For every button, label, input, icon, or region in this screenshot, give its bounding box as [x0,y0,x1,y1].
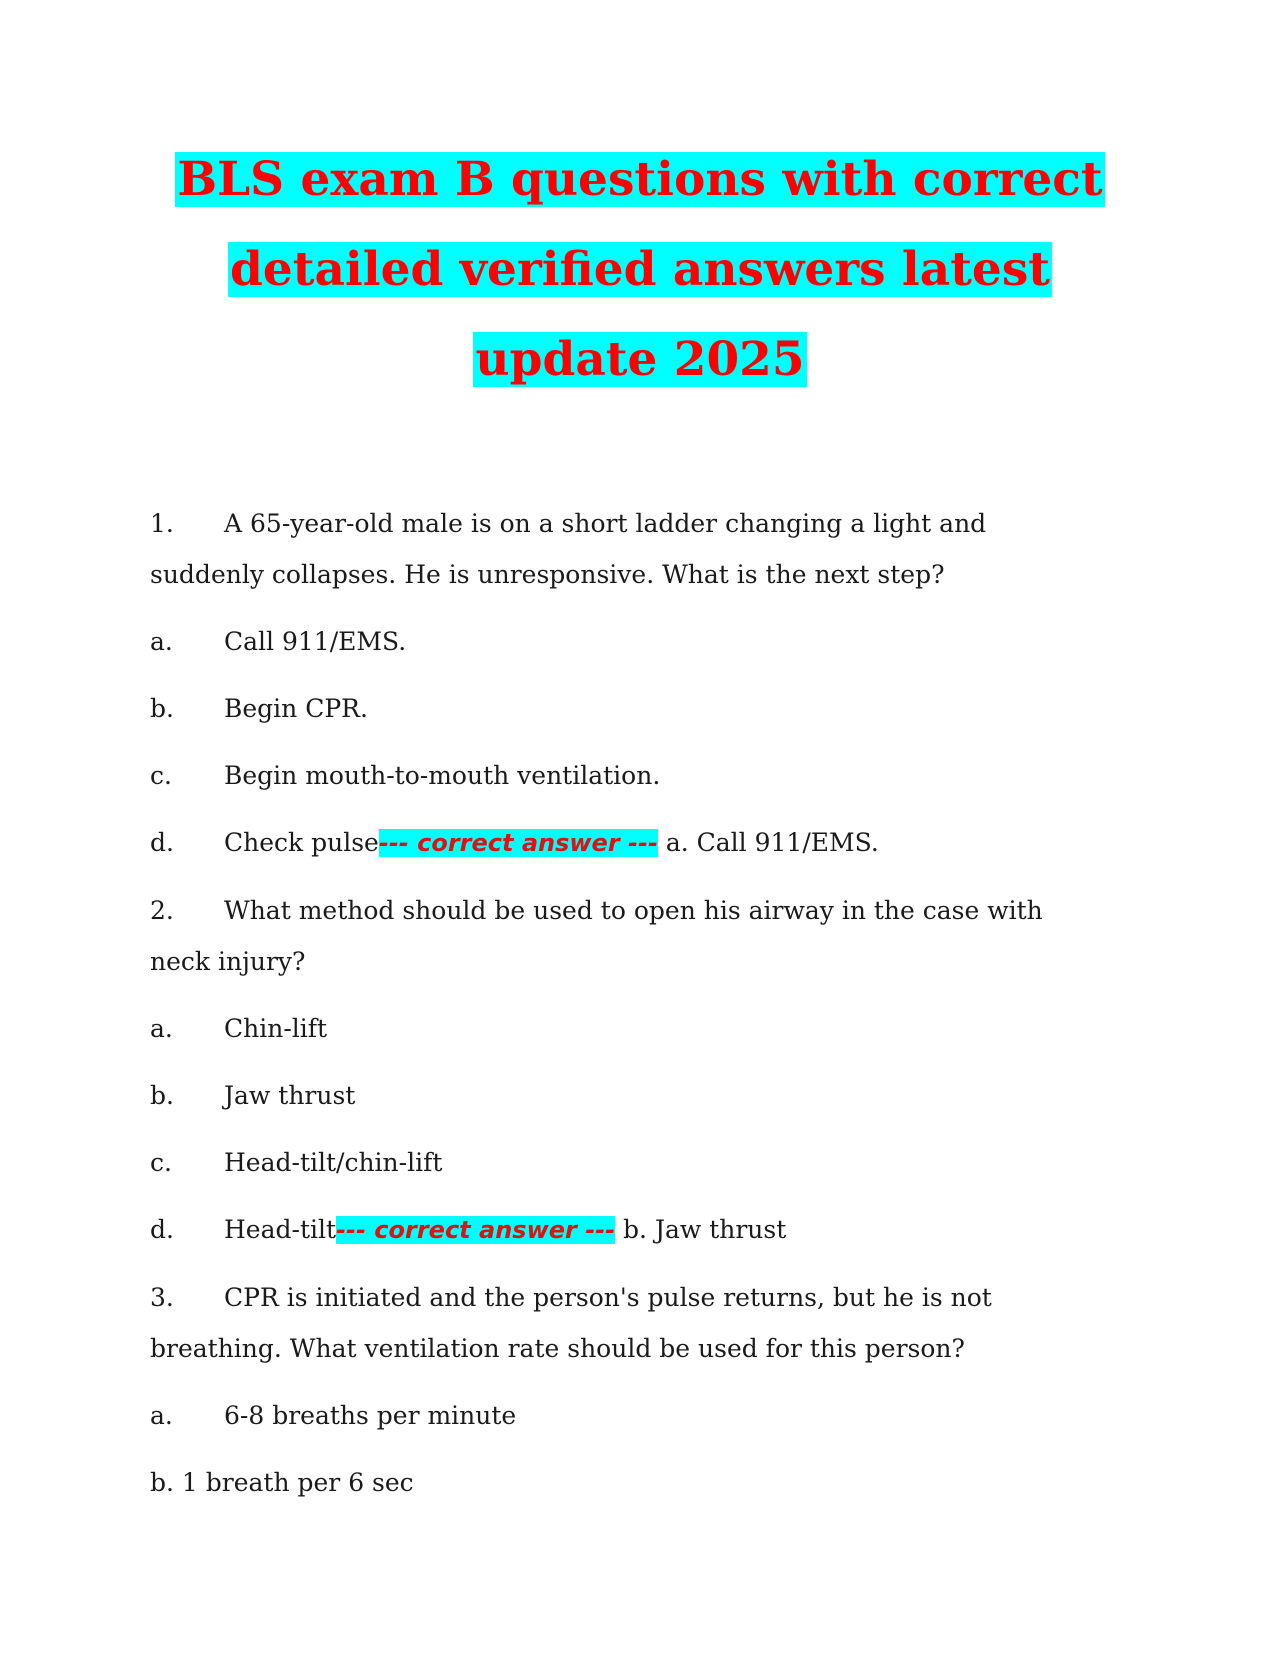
option-text: Call 911/EMS. [224,627,407,656]
option-text: Chin-lift [224,1014,328,1043]
question-2-continued [150,945,1150,979]
question-2-option-c [150,1146,1150,1180]
option-text: Begin mouth-to-mouth ventilation. [224,761,661,790]
question-2 [150,894,1150,928]
document-title-line-3: update 2025 [475,332,805,387]
question-1-continued [150,558,1150,592]
correct-answer-text: b. Jaw thrust [615,1215,787,1244]
question-3 [150,1281,1150,1315]
option-text: Begin CPR. [224,694,368,723]
option-marker: b. [150,1081,174,1110]
option-text: Jaw thrust [224,1081,356,1110]
option-text: Check pulse [224,828,379,857]
question-text: neck injury? [150,947,306,976]
option-text: Head-tilt/chin-lift [224,1148,443,1177]
option-marker: c. [150,1148,172,1177]
question-3-option-a [150,1399,1150,1433]
question-1 [150,507,1150,541]
question-text: breathing. What ventilation rate should be used for this person? [150,1334,965,1363]
question-1-option-d [150,826,1150,860]
question-1-option-a [150,625,1150,659]
correct-answer-label: --- correct answer --- [336,1216,616,1244]
option-marker: d. [150,1215,174,1244]
option-marker: a. [150,1014,173,1043]
question-number: 2. [150,896,174,925]
option-marker: c. [150,761,172,790]
option-text: Head-tilt [224,1215,337,1244]
question-1-option-b [150,692,1150,726]
question-2-option-a [150,1012,1150,1046]
correct-answer-label: --- correct answer --- [378,829,658,857]
question-number: 3. [150,1283,174,1312]
document-title-line-2: detailed verified answers latest [229,242,1051,297]
option-marker: a. [150,627,173,656]
option-marker: d. [150,828,174,857]
question-2-option-d [150,1213,1150,1247]
question-number: 1. [150,509,174,538]
correct-answer-text: a. Call 911/EMS. [657,828,879,857]
question-text: What method should be used to open his airway in the case with [224,896,1043,925]
question-text: A 65-year-old male is on a short ladder changing a light and [224,509,987,538]
option-marker: a. [150,1401,173,1430]
option-text: 6-8 breaths per minute [224,1401,517,1430]
question-2-option-b [150,1079,1150,1113]
question-3-option-b [150,1466,1150,1500]
option-marker: b. [150,694,174,723]
question-text: CPR is initiated and the person's pulse returns, but he is not [224,1283,992,1312]
question-text: suddenly collapses. He is unresponsive. What is the next step? [150,560,945,589]
question-1-option-c [150,759,1150,793]
option-text: b. 1 breath per 6 sec [150,1468,414,1497]
document-title-line-1: BLS exam B questions with correct [177,152,1103,207]
question-3-continued [150,1332,1150,1366]
